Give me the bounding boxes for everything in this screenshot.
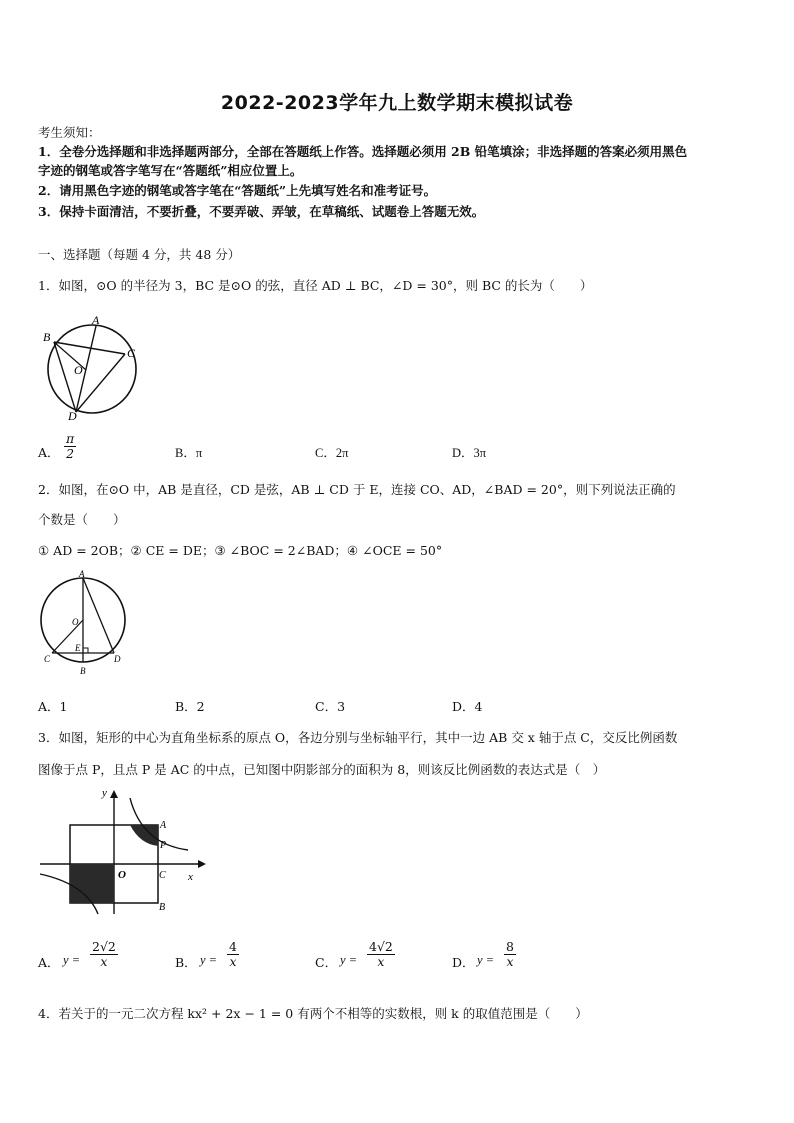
q3-label-o: O — [118, 869, 126, 881]
q3-option-d-lhs[interactable]: y = — [477, 953, 495, 967]
q3-y-arrow — [110, 790, 118, 798]
q3-text-2: 图像于点 P，且点 P 是 AC 的中点，已知图中阴影部分的面积为 8，则该反比例函数的表达式是（ ） — [38, 762, 606, 777]
q3-option-b-frac[interactable] — [227, 940, 239, 969]
q3-option-b-letter[interactable]: B． — [175, 955, 197, 970]
q2-right-angle-mark — [83, 648, 88, 653]
q3-option-c-den: x — [377, 953, 385, 969]
q1-option-a-den: 2 — [66, 445, 75, 461]
q3-option-d-den: x — [506, 953, 514, 969]
q2-label-d: D — [114, 654, 121, 664]
q3-option-d-letter[interactable]: D． — [452, 955, 475, 970]
q3-label-a: A — [160, 820, 167, 831]
q3-option-c-lhs[interactable]: y = — [340, 953, 358, 967]
q3-text-1: 3．如图，矩形的中心为直角坐标系的原点 O，各边分别与坐标轴平行，其中一边 AB 交 x 轴于点 C，交反比例函数 — [38, 730, 678, 745]
q2-label-a: A — [79, 570, 85, 579]
q3-hyperbola-branch-1 — [130, 798, 188, 850]
q2-option-a[interactable]: A．1 — [38, 699, 68, 714]
q1-label-o: O — [74, 363, 83, 377]
q2-label-o: O — [72, 617, 79, 627]
q2-figure — [38, 570, 130, 680]
q2-label-c: C — [44, 654, 51, 664]
q1-label-d: D — [68, 409, 77, 422]
q3-label-p: P — [160, 840, 167, 851]
q1-option-a-letter[interactable]: A． — [38, 445, 60, 460]
q3-option-b-den: x — [229, 953, 237, 969]
notice-item-3: 3．保持卡面清洁，不要折叠，不要弄破、弄皱，在草稿纸、试题卷上答题无效。 — [38, 204, 485, 219]
q3-option-d-num: 8 — [506, 939, 514, 954]
q2-segment-ad — [83, 578, 114, 653]
q3-figure — [38, 788, 208, 916]
q3-option-c-letter[interactable]: C． — [315, 955, 338, 970]
q1-segment-bd — [54, 342, 76, 412]
q3-option-d-frac[interactable] — [504, 940, 516, 969]
q3-options — [38, 940, 758, 984]
q2-label-b: B — [80, 666, 86, 676]
q3-option-a-frac[interactable] — [90, 940, 118, 969]
q1-option-a-value[interactable] — [64, 432, 76, 461]
q3-option-a-den: x — [100, 953, 108, 969]
q1-text: 1．如图，⊙O 的半径为 3，BC 是⊙O 的弦，直径 AD ⊥ BC，∠D = 30°，则 BC 的长为（ ） — [38, 278, 593, 293]
q2-option-b[interactable]: B．2 — [175, 699, 205, 714]
q3-option-b-lhs[interactable]: y = — [200, 953, 218, 967]
q3-option-c-num: 4√2 — [369, 939, 393, 954]
q1-label-b: B — [43, 330, 51, 344]
q2-text-2: 个数是（ ） — [38, 512, 126, 527]
q2-statements: ① AD = 2OB；② CE = DE；③ ∠BOC = 2∠BAD；④ ∠OCE = 50° — [38, 543, 443, 558]
q3-option-a-letter[interactable]: A． — [38, 955, 60, 970]
q1-circle — [48, 325, 136, 413]
q4-text: 4．若关于的一元二次方程 kx² + 2x − 1 = 0 有两个不相等的实数根，则 k 的取值范围是（ ） — [38, 1006, 588, 1021]
q1-option-d[interactable]: D．3π — [452, 446, 487, 460]
q3-shaded-lower-left — [70, 864, 114, 903]
q1-option-a-num: π — [66, 431, 75, 446]
q3-option-a-num: 2√2 — [92, 939, 116, 954]
q3-option-b-num: 4 — [229, 939, 237, 954]
notice-item-1: 1．全卷分选择题和非选择题两部分，全部在答题纸上作答。选择题必须用 2B 铅笔填涂；非选择题的答案必须用黑色 — [38, 144, 688, 159]
q3-label-b: B — [159, 902, 166, 913]
q1-figure — [38, 312, 143, 422]
notice-item-2: 2．请用黑色字迹的钢笔或答字笔在“答题纸”上先填写姓名和准考证号。 — [38, 183, 437, 198]
notice-heading: 考生须知： — [38, 125, 101, 140]
q1-label-a: A — [92, 313, 100, 327]
q3-option-a-lhs[interactable]: y = — [63, 953, 81, 967]
q1-option-b[interactable]: B．π — [175, 446, 203, 460]
q2-options — [38, 697, 758, 717]
section-heading: 一、选择题（每题 4 分，共 48 分） — [38, 247, 241, 262]
q3-x-arrow — [198, 860, 206, 868]
q2-label-e: E — [75, 643, 81, 653]
q2-text-1: 2．如图，在⊙O 中，AB 是直径，CD 是弦，AB ⊥ CD 于 E，连接 CO、AD，∠BAD = 20°，则下列说法正确的 — [38, 482, 676, 497]
q2-option-d[interactable]: D．4 — [452, 699, 483, 714]
q3-label-c: C — [159, 870, 166, 881]
q3-label-x: x — [188, 871, 193, 883]
q1-options — [38, 432, 758, 472]
notice-item-1-cont: 字迹的钢笔或答字笔写在“答题纸”相应位置上。 — [38, 163, 303, 178]
q1-option-c[interactable]: C．2π — [315, 446, 349, 460]
q1-label-c: C — [127, 346, 136, 360]
q2-option-c[interactable]: C．3 — [315, 699, 346, 714]
q3-label-y: y — [102, 788, 107, 799]
q3-option-c-frac[interactable] — [367, 940, 395, 969]
page-title: 2022-2023学年九上数学期末模拟试卷 — [220, 92, 574, 114]
